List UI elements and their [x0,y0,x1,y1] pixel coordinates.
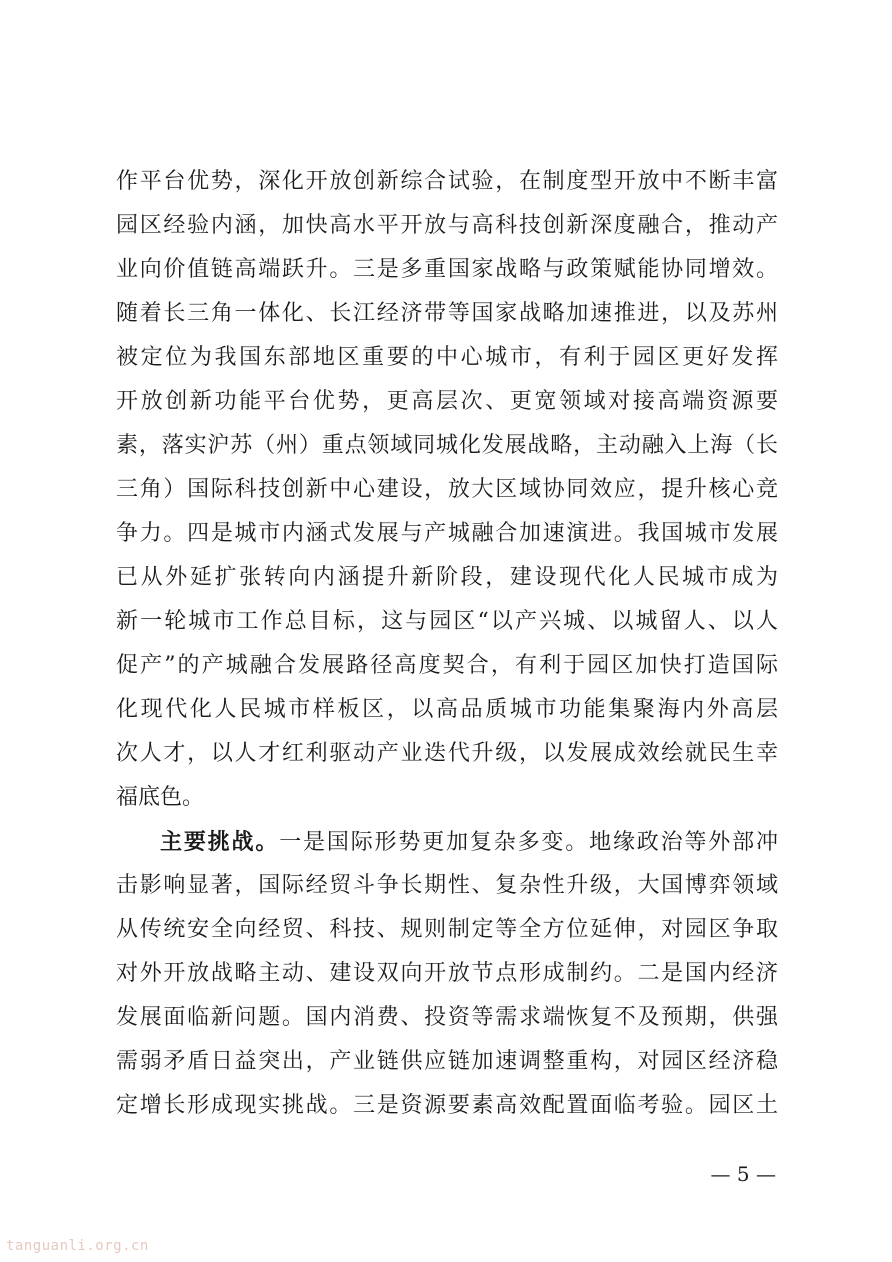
text-line [116,820,778,864]
text-line: 发展面临新问题。国内消费、投资等需求端恢复不及预期，供强 [116,1005,778,1030]
text-line: 对外开放战略主动、建设双向开放节点形成制约。二是国内经济 [116,961,778,986]
text-line: 业向价值链高端跃升。三是多重国家战略与政策赋能协同增效。 [116,257,778,282]
text-line: 击影响显著，国际经贸斗争长期性、复杂性升级，大国博弈领域 [116,873,778,898]
text-line: 园区经验内涵，加快高水平开放与高科技创新深度融合，推动产 [116,213,778,238]
text-line: 定增长形成现实挑战。三是资源要素高效配置面临考验。园区土 [116,1093,778,1118]
text-line: 已从外延扩张转向内涵提升新阶段，建设现代化人民城市成为 [116,565,778,590]
page-number: — 5 — [710,1162,776,1186]
text-line: 三角）国际科技创新中心建设，放大区域协同效应，提升核心竞 [116,477,778,502]
text-line: 促产”的产城融合发展路径高度契合，有利于园区加快打造国际 [116,653,778,678]
text-line: 福底色。 [116,785,205,810]
section-heading: 主要挑战。 [160,829,280,855]
text-line: 需弱矛盾日益突出，产业链供应链加速调整重构，对园区经济稳 [116,1049,778,1074]
text-line: 作平台优势，深化开放创新综合试验，在制度型开放中不断丰富 [116,169,778,194]
text-line: 争力。四是城市内涵式发展与产城融合加速演进。我国城市发展 [116,521,778,546]
text-run: 一是国际形势更加复杂多变。地缘政治等外部冲 [279,830,778,855]
watermark: tanguanli.org.cn [6,1238,149,1254]
text-line: 随着长三角一体化、长江经济带等国家战略加速推进，以及苏州 [116,301,778,326]
text-line: 新一轮城市工作总目标，这与园区“以产兴城、以城留人、以人 [116,609,778,634]
text-line: 化现代化人民城市样板区，以高品质城市功能集聚海内外高层 [116,697,778,722]
text-line: 从传统安全向经贸、科技、规则制定等全方位延伸，对园区争取 [116,917,778,942]
text-line: 次人才，以人才红利驱动产业迭代升级，以发展成效绘就民生幸 [116,741,778,766]
text-line: 素，落实沪苏（州）重点领域同城化发展战略，主动融入上海（长 [116,433,778,458]
text-line: 被定位为我国东部地区重要的中心城市，有利于园区更好发挥 [116,345,778,370]
text-line: 开放创新功能平台优势，更高层次、更宽领域对接高端资源要 [116,389,778,414]
paragraph-opportunities [116,160,778,820]
body-text [116,160,778,1128]
paragraph-challenges [116,820,778,1128]
